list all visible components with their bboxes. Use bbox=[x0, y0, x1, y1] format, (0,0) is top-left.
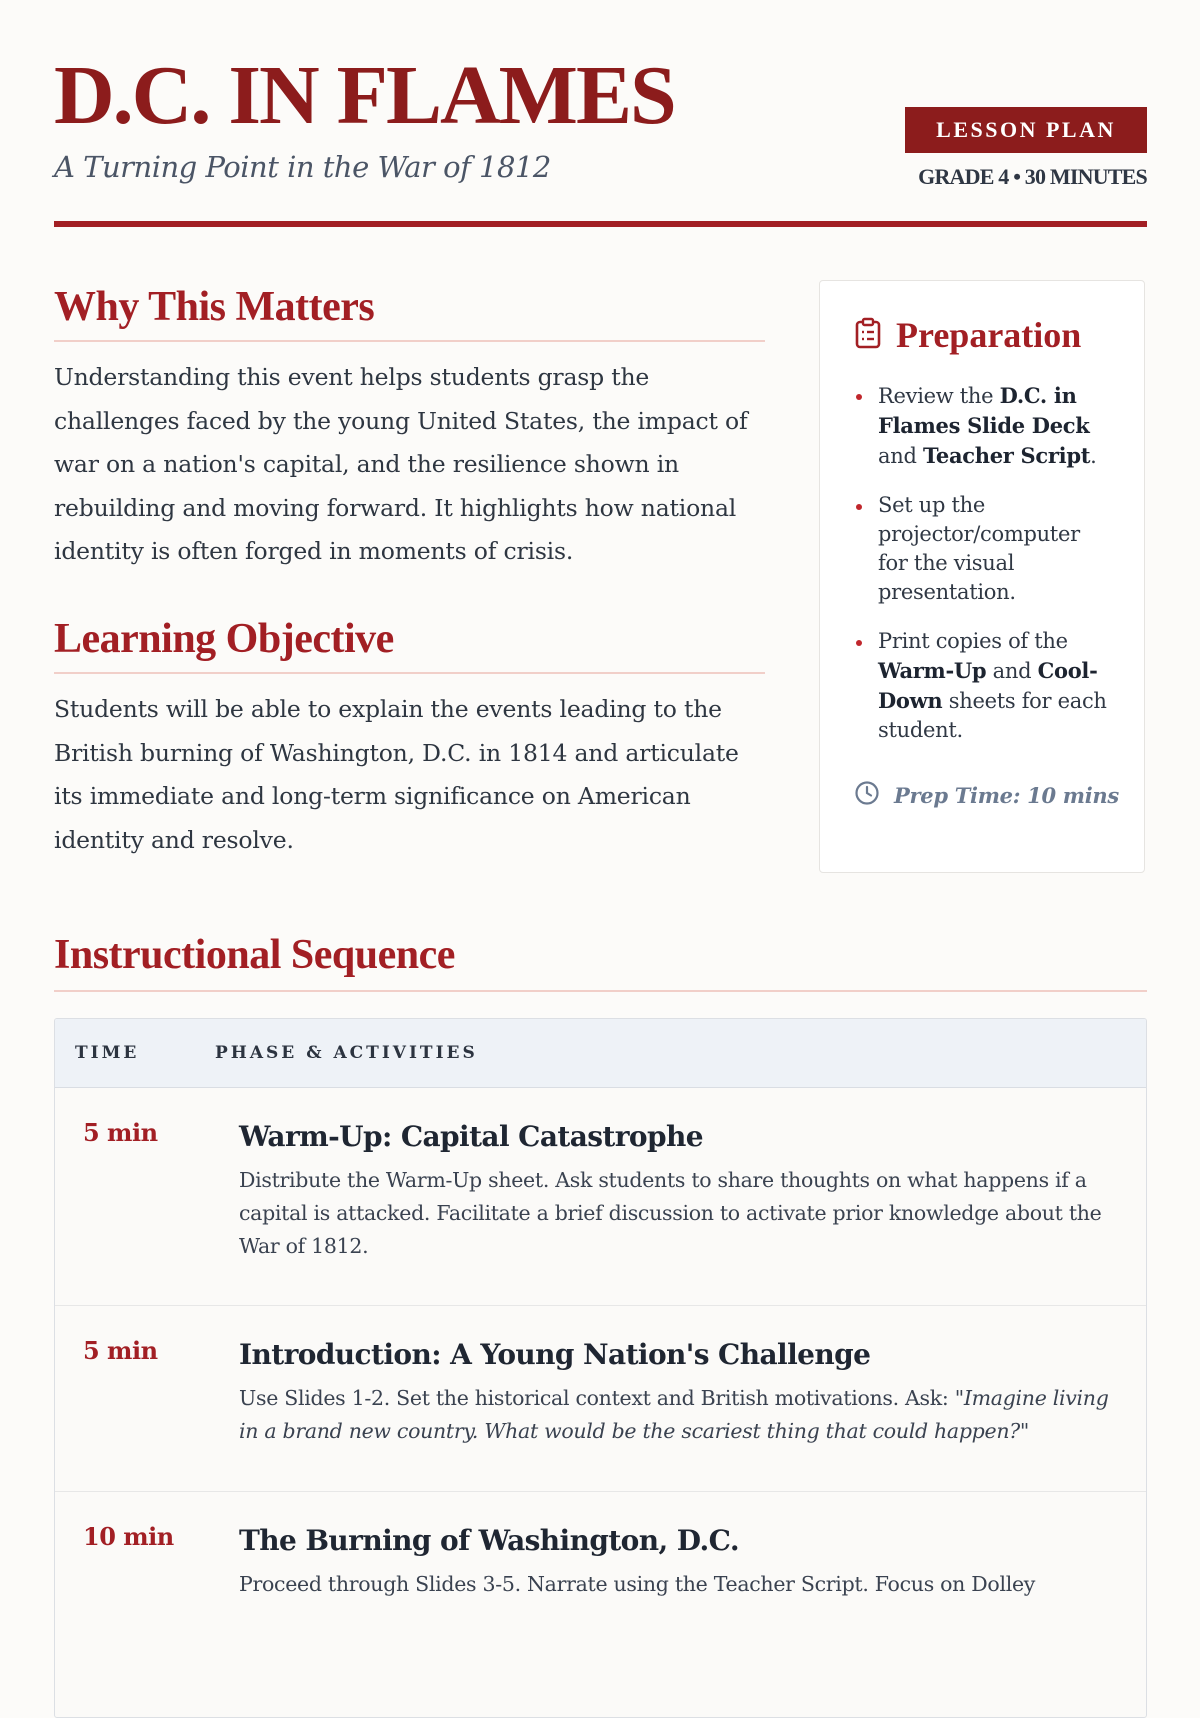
row-time: 5 min bbox=[83, 1336, 158, 1366]
objective-heading: Learning Objective bbox=[54, 615, 394, 662]
sequence-table bbox=[54, 1018, 1147, 1718]
prep-item-print: Print copies of the Warm-Up and Cool-Down sheets for each student. bbox=[854, 627, 1114, 745]
clipboard-icon bbox=[854, 317, 882, 353]
sequence-heading: Instructional Sequence bbox=[54, 932, 455, 978]
table-row bbox=[55, 1088, 1146, 1306]
row-content bbox=[215, 1492, 1146, 1692]
preparation-heading: Preparation bbox=[896, 315, 1082, 355]
why-divider bbox=[54, 340, 765, 342]
preparation-header bbox=[854, 317, 1081, 353]
phase-title: Warm-Up: Capital Catastrophe bbox=[239, 1120, 703, 1154]
objective-body: Students will be able to explain the events leading to the British burning of Washington, D.C. in 1814 and articulate its immediate and long-term significance on American identity and resolve. bbox=[54, 695, 739, 854]
prep-item-setup: Set up the projector/computer for the visual presentation. bbox=[854, 491, 1114, 607]
phase-title: The Burning of Washington, D.C. bbox=[239, 1524, 739, 1558]
grade-duration-meta: GRADE 4 • 30 MINUTES bbox=[918, 164, 1147, 189]
prep-item-review: Review the D.C. in Flames Slide Deck and Teacher Script. bbox=[854, 381, 1114, 471]
row-time: 10 min bbox=[83, 1522, 174, 1552]
table-header bbox=[55, 1019, 1146, 1088]
col-phase-header: PHASE & ACTIVITIES bbox=[215, 1043, 478, 1064]
why-heading: Why This Matters bbox=[54, 284, 375, 330]
table-row bbox=[55, 1306, 1146, 1492]
phase-description: Proceed through Slides 3-5. Narrate using the Teacher Script. Focus on Dolley bbox=[239, 1571, 1036, 1596]
table-row bbox=[55, 1492, 1146, 1692]
header bbox=[54, 0, 1147, 228]
row-content bbox=[215, 1088, 1146, 1305]
row-content bbox=[215, 1306, 1146, 1491]
prep-time bbox=[854, 780, 1119, 810]
preparation-list bbox=[854, 381, 1114, 765]
page-subtitle: A Turning Point in the War of 1812 bbox=[54, 150, 551, 184]
sequence-divider bbox=[54, 990, 1147, 992]
why-section bbox=[54, 282, 765, 574]
lesson-plan-badge: LESSON PLAN bbox=[905, 107, 1147, 153]
phase-description: Use Slides 1-2. Set the historical context and British motivations. Ask: "Imagine living in a brand new country. What would be the scariest thing that could happen?" bbox=[239, 1385, 1109, 1443]
preparation-card bbox=[819, 280, 1145, 873]
prep-time-label: Prep Time: 10 mins bbox=[894, 782, 1119, 808]
lesson-plan-page bbox=[54, 0, 1147, 1596]
objective-divider bbox=[54, 672, 765, 674]
phase-quote: "Imagine living in a brand new country. What would be the scariest thing that could happen?" bbox=[239, 1385, 1109, 1443]
clock-icon bbox=[854, 780, 880, 810]
phase-title: Introduction: A Young Nation's Challenge bbox=[239, 1338, 871, 1372]
page-title: D.C. IN FLAMES bbox=[54, 49, 675, 142]
header-divider bbox=[54, 221, 1147, 227]
why-body: Understanding this event helps students grasp the challenges faced by the young United States, the impact of war on a nation's capital, and the resilience shown in rebuilding and moving forward. It highlights how national identity is often forged in moments of crisis. bbox=[54, 363, 748, 566]
phase-description: Distribute the Warm-Up sheet. Ask students to share thoughts on what happens if a capital is attacked. Facilitate a brief discussion to activate prior knowledge about the War of 1812. bbox=[239, 1167, 1102, 1258]
col-time-header: TIME bbox=[75, 1043, 140, 1064]
left-column bbox=[54, 282, 765, 862]
objective-section bbox=[54, 614, 765, 862]
row-time: 5 min bbox=[83, 1118, 158, 1148]
